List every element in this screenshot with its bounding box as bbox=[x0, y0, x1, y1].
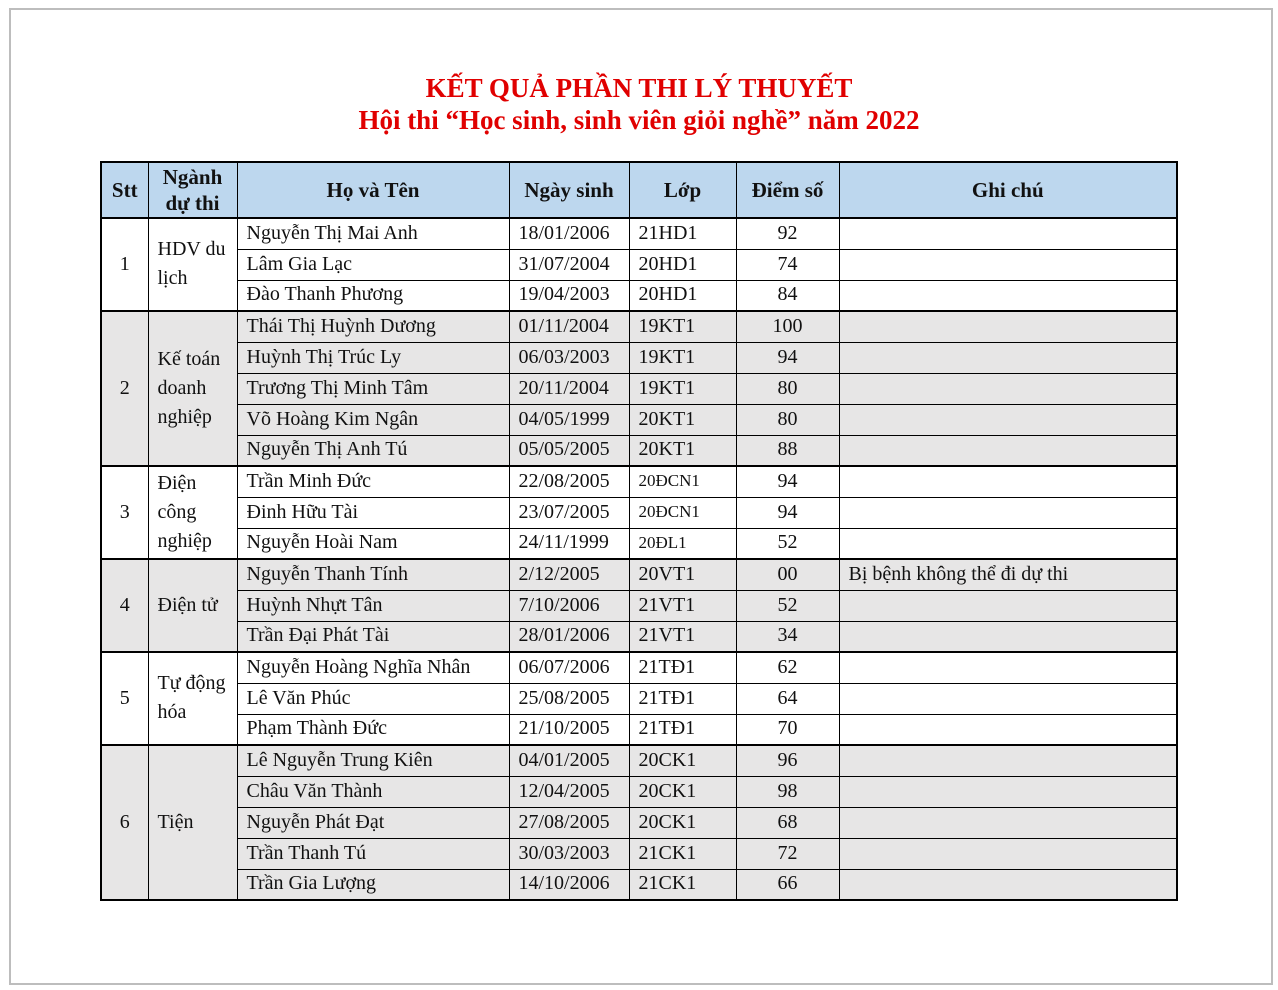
note-cell bbox=[839, 714, 1177, 745]
nganh-cell: HDV du lịch bbox=[148, 218, 237, 311]
header-row bbox=[101, 162, 1177, 218]
note-cell bbox=[839, 342, 1177, 373]
dob-cell: 24/11/1999 bbox=[509, 528, 629, 559]
table-row bbox=[101, 311, 1177, 342]
class-cell: 20HD1 bbox=[629, 280, 736, 311]
score-cell: 62 bbox=[736, 652, 839, 683]
dob-cell: 18/01/2006 bbox=[509, 218, 629, 249]
class-cell: 21CK1 bbox=[629, 869, 736, 900]
score-cell: 94 bbox=[736, 342, 839, 373]
table-row bbox=[101, 528, 1177, 559]
name-cell: Trần Minh Đức bbox=[237, 466, 509, 497]
table-row bbox=[101, 776, 1177, 807]
class-cell: 20HD1 bbox=[629, 249, 736, 280]
stt-cell: 1 bbox=[101, 218, 148, 311]
name-cell: Nguyễn Hoài Nam bbox=[237, 528, 509, 559]
name-cell: Phạm Thành Đức bbox=[237, 714, 509, 745]
dob-cell: 04/01/2005 bbox=[509, 745, 629, 776]
score-cell: 80 bbox=[736, 404, 839, 435]
name-cell: Trương Thị Minh Tâm bbox=[237, 373, 509, 404]
table-body bbox=[101, 218, 1177, 900]
name-cell: Trần Thanh Tú bbox=[237, 838, 509, 869]
table-row bbox=[101, 869, 1177, 900]
table-row bbox=[101, 683, 1177, 714]
class-cell: 19KT1 bbox=[629, 311, 736, 342]
col-header-dob: Ngày sinh bbox=[509, 162, 629, 218]
note-cell bbox=[839, 745, 1177, 776]
score-cell: 34 bbox=[736, 621, 839, 652]
note-cell bbox=[839, 466, 1177, 497]
note-cell bbox=[839, 652, 1177, 683]
table-row bbox=[101, 838, 1177, 869]
note-cell bbox=[839, 404, 1177, 435]
class-cell: 21CK1 bbox=[629, 838, 736, 869]
nganh-cell: Tiện bbox=[148, 745, 237, 900]
table-row bbox=[101, 559, 1177, 590]
col-header-score: Điểm số bbox=[736, 162, 839, 218]
note-cell bbox=[839, 838, 1177, 869]
note-cell bbox=[839, 373, 1177, 404]
class-cell: 21TĐ1 bbox=[629, 652, 736, 683]
name-cell: Nguyễn Thị Mai Anh bbox=[237, 218, 509, 249]
table-row bbox=[101, 652, 1177, 683]
col-header-stt: Stt bbox=[101, 162, 148, 218]
nganh-cell: Điện công nghiệp bbox=[148, 466, 237, 559]
note-cell bbox=[839, 528, 1177, 559]
name-cell: Đào Thanh Phương bbox=[237, 280, 509, 311]
name-cell: Nguyễn Hoàng Nghĩa Nhân bbox=[237, 652, 509, 683]
note-cell bbox=[839, 776, 1177, 807]
stt-cell: 6 bbox=[101, 745, 148, 900]
score-cell: 100 bbox=[736, 311, 839, 342]
class-cell: 21TĐ1 bbox=[629, 683, 736, 714]
note-cell bbox=[839, 497, 1177, 528]
nganh-cell: Tự động hóa bbox=[148, 652, 237, 745]
stt-cell: 3 bbox=[101, 466, 148, 559]
class-cell: 20CK1 bbox=[629, 807, 736, 838]
score-cell: 70 bbox=[736, 714, 839, 745]
name-cell: Thái Thị Huỳnh Dương bbox=[237, 311, 509, 342]
score-cell: 52 bbox=[736, 528, 839, 559]
table-row bbox=[101, 218, 1177, 249]
note-cell bbox=[839, 311, 1177, 342]
score-cell: 96 bbox=[736, 745, 839, 776]
col-header-lop: Lớp bbox=[629, 162, 736, 218]
dob-cell: 01/11/2004 bbox=[509, 311, 629, 342]
class-cell: 20KT1 bbox=[629, 435, 736, 466]
score-cell: 94 bbox=[736, 497, 839, 528]
dob-cell: 30/03/2003 bbox=[509, 838, 629, 869]
nganh-cell: Kế toán doanh nghiệp bbox=[148, 311, 237, 466]
class-cell: 20ĐCN1 bbox=[629, 497, 736, 528]
name-cell: Huỳnh Nhựt Tân bbox=[237, 590, 509, 621]
table-row bbox=[101, 497, 1177, 528]
class-cell: 20ĐCN1 bbox=[629, 466, 736, 497]
score-cell: 80 bbox=[736, 373, 839, 404]
class-cell: 20ĐL1 bbox=[629, 528, 736, 559]
score-cell: 94 bbox=[736, 466, 839, 497]
results-table bbox=[100, 161, 1178, 901]
class-cell: 21VT1 bbox=[629, 621, 736, 652]
dob-cell: 06/03/2003 bbox=[509, 342, 629, 373]
dob-cell: 27/08/2005 bbox=[509, 807, 629, 838]
name-cell: Võ Hoàng Kim Ngân bbox=[237, 404, 509, 435]
document-title-block bbox=[0, 72, 1278, 136]
table-row bbox=[101, 280, 1177, 311]
note-cell bbox=[839, 590, 1177, 621]
nganh-cell: Điện tử bbox=[148, 559, 237, 652]
col-header-nganh: Ngành dự thi bbox=[148, 162, 237, 218]
dob-cell: 20/11/2004 bbox=[509, 373, 629, 404]
stt-cell: 5 bbox=[101, 652, 148, 745]
dob-cell: 14/10/2006 bbox=[509, 869, 629, 900]
table-row bbox=[101, 590, 1177, 621]
name-cell: Trần Đại Phát Tài bbox=[237, 621, 509, 652]
dob-cell: 25/08/2005 bbox=[509, 683, 629, 714]
dob-cell: 2/12/2005 bbox=[509, 559, 629, 590]
dob-cell: 7/10/2006 bbox=[509, 590, 629, 621]
name-cell: Nguyễn Thanh Tính bbox=[237, 559, 509, 590]
score-cell: 64 bbox=[736, 683, 839, 714]
table-row bbox=[101, 466, 1177, 497]
dob-cell: 19/04/2003 bbox=[509, 280, 629, 311]
note-cell bbox=[839, 683, 1177, 714]
table-row bbox=[101, 404, 1177, 435]
class-cell: 21VT1 bbox=[629, 590, 736, 621]
note-cell bbox=[839, 218, 1177, 249]
note-cell bbox=[839, 869, 1177, 900]
note-cell bbox=[839, 807, 1177, 838]
page-title: KẾT QUẢ PHẦN THI LÝ THUYẾT bbox=[425, 73, 853, 103]
score-cell: 98 bbox=[736, 776, 839, 807]
table-row bbox=[101, 373, 1177, 404]
score-cell: 72 bbox=[736, 838, 839, 869]
dob-cell: 12/04/2005 bbox=[509, 776, 629, 807]
name-cell: Lê Văn Phúc bbox=[237, 683, 509, 714]
dob-cell: 22/08/2005 bbox=[509, 466, 629, 497]
score-cell: 92 bbox=[736, 218, 839, 249]
name-cell: Trần Gia Lượng bbox=[237, 869, 509, 900]
score-cell: 88 bbox=[736, 435, 839, 466]
note-cell: Bị bệnh không thể đi dự thi bbox=[839, 559, 1177, 590]
table-row bbox=[101, 249, 1177, 280]
stt-cell: 4 bbox=[101, 559, 148, 652]
class-cell: 21TĐ1 bbox=[629, 714, 736, 745]
name-cell: Lê Nguyễn Trung Kiên bbox=[237, 745, 509, 776]
dob-cell: 21/10/2005 bbox=[509, 714, 629, 745]
note-cell bbox=[839, 435, 1177, 466]
dob-cell: 06/07/2006 bbox=[509, 652, 629, 683]
dob-cell: 05/05/2005 bbox=[509, 435, 629, 466]
score-cell: 68 bbox=[736, 807, 839, 838]
name-cell: Châu Văn Thành bbox=[237, 776, 509, 807]
dob-cell: 04/05/1999 bbox=[509, 404, 629, 435]
table-row bbox=[101, 807, 1177, 838]
table-header bbox=[101, 162, 1177, 218]
score-cell: 00 bbox=[736, 559, 839, 590]
score-cell: 52 bbox=[736, 590, 839, 621]
table-row bbox=[101, 745, 1177, 776]
stt-cell: 2 bbox=[101, 311, 148, 466]
class-cell: 21HD1 bbox=[629, 218, 736, 249]
table-row bbox=[101, 621, 1177, 652]
dob-cell: 31/07/2004 bbox=[509, 249, 629, 280]
class-cell: 19KT1 bbox=[629, 342, 736, 373]
score-cell: 74 bbox=[736, 249, 839, 280]
note-cell bbox=[839, 621, 1177, 652]
note-cell bbox=[839, 249, 1177, 280]
name-cell: Nguyễn Thị Anh Tú bbox=[237, 435, 509, 466]
page-subtitle: Hội thi “Học sinh, sinh viên giỏi nghề” năm 2022 bbox=[358, 105, 920, 135]
note-cell bbox=[839, 280, 1177, 311]
class-cell: 20CK1 bbox=[629, 745, 736, 776]
class-cell: 20VT1 bbox=[629, 559, 736, 590]
dob-cell: 28/01/2006 bbox=[509, 621, 629, 652]
score-cell: 66 bbox=[736, 869, 839, 900]
table-row bbox=[101, 714, 1177, 745]
table-row bbox=[101, 342, 1177, 373]
class-cell: 19KT1 bbox=[629, 373, 736, 404]
class-cell: 20CK1 bbox=[629, 776, 736, 807]
table-row bbox=[101, 435, 1177, 466]
col-header-note: Ghi chú bbox=[839, 162, 1177, 218]
name-cell: Đinh Hữu Tài bbox=[237, 497, 509, 528]
class-cell: 20KT1 bbox=[629, 404, 736, 435]
score-cell: 84 bbox=[736, 280, 839, 311]
col-header-name: Họ và Tên bbox=[237, 162, 509, 218]
dob-cell: 23/07/2005 bbox=[509, 497, 629, 528]
name-cell: Nguyễn Phát Đạt bbox=[237, 807, 509, 838]
name-cell: Huỳnh Thị Trúc Ly bbox=[237, 342, 509, 373]
name-cell: Lâm Gia Lạc bbox=[237, 249, 509, 280]
